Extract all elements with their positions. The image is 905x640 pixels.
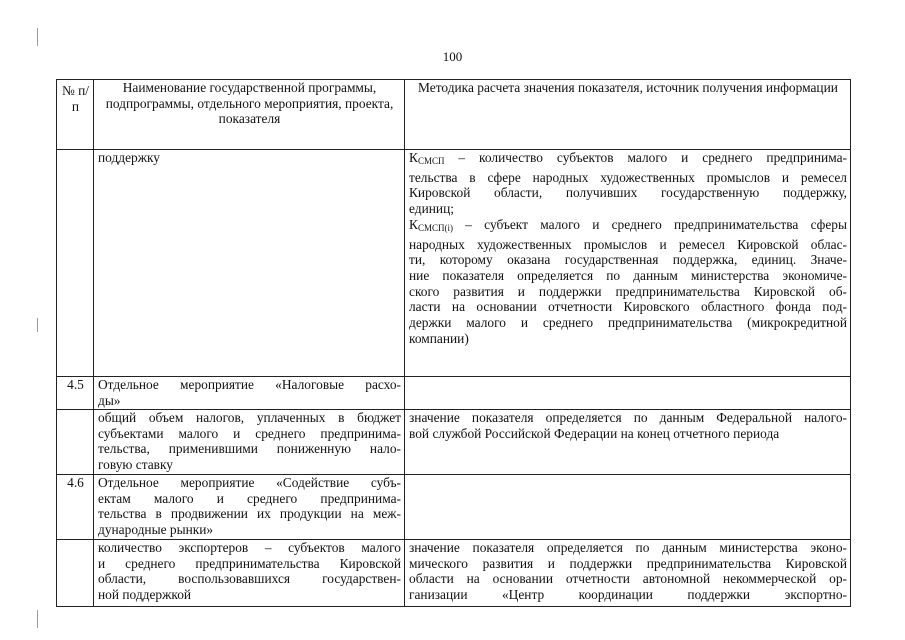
formula-subscript: СМСП(i)	[417, 222, 453, 233]
indicator-name-line: области, воспользовавшихся государствен-	[98, 571, 401, 587]
indicator-name-cell	[94, 150, 405, 377]
scan-artifact-middle	[37, 318, 38, 332]
table-row-continuation	[57, 150, 851, 377]
method-line: ганизации «Центр координации поддержки экспортно-	[409, 587, 847, 603]
method-line: держки малого и среднего предпринимательства (микрокредитной	[409, 315, 847, 331]
row-number-cell	[57, 410, 94, 475]
indicator-name-line: и среднего предпринимательства Кировской	[98, 555, 401, 571]
measure-title-line: тельства в продвижении их продукции на меж-	[98, 506, 401, 522]
indicator-name-line: общий объем налогов, уплаченных в бюджет	[98, 410, 401, 425]
formula-symbol-k: К	[409, 216, 418, 232]
measure-title-line: дународные рынки»	[98, 522, 214, 538]
method-line: значение показателя определяется по данным Федеральной налого-	[409, 410, 847, 425]
method-text: – количество субъектов малого и среднего предпринима-	[444, 150, 847, 165]
method-cell	[405, 540, 851, 607]
measure-title-line: ды»	[98, 392, 121, 408]
method-text: – субъект малого и среднего предпринимательства сферы	[452, 216, 847, 232]
method-cell-empty	[405, 475, 851, 540]
indicator-name-cell	[94, 540, 405, 607]
method-line: ского развития и поддержки предпринимательства Кировской об-	[409, 283, 847, 299]
method-line: Кировской области, получивших государственную поддержку,	[409, 185, 847, 201]
method-line: компании)	[409, 330, 469, 346]
table-row-4-5-indicator	[57, 410, 851, 475]
method-cell	[405, 150, 851, 377]
measure-title-line: Отдельное мероприятие «Содействие субъ-	[98, 475, 401, 490]
indicator-name-line: субъектами малого и среднего предпринима-	[98, 425, 401, 441]
table-row-4-6-indicator	[57, 540, 851, 607]
table-header-row	[57, 80, 851, 150]
table-row-4-6	[57, 475, 851, 540]
method-line: ти, которому оказана государственная поддержка, единиц. Значе-	[409, 252, 847, 268]
row-number: 4.6	[57, 475, 94, 540]
formula-subscript: СМСП	[417, 156, 445, 166]
measure-title-line: ектам малого и среднего предпринима-	[98, 490, 401, 506]
indicator-name-line: тельства, применившими пониженную нало-	[98, 441, 401, 457]
method-cell	[405, 410, 851, 475]
measure-title-cell	[94, 475, 405, 540]
row-number-cell	[57, 540, 94, 607]
method-line: ласти на основании отчетности Кировского областного фонда под-	[409, 299, 847, 315]
method-line	[409, 217, 847, 237]
row-number-cell	[57, 150, 94, 377]
header-method-cell: Методика расчета значения показателя, источник получения информации	[405, 80, 851, 150]
indicator-name: поддержку	[98, 150, 161, 165]
method-line: народных художественных промыслов и ремесел Кировской облас-	[409, 236, 847, 252]
method-line: единиц;	[409, 201, 454, 217]
method-line: вой службой Российской Федерации на конец отчетного периода	[409, 425, 780, 441]
row-number: 4.5	[57, 377, 94, 410]
indicator-table	[56, 79, 851, 607]
method-line: значение показателя определяется по данным министерства эконо-	[409, 540, 847, 555]
indicator-name-cell	[94, 410, 405, 475]
indicator-name-line: говую ставку	[98, 457, 174, 473]
measure-title-cell	[94, 377, 405, 410]
formula-symbol-k: К	[409, 150, 418, 165]
method-line: тельства в сфере народных художественных промыслов и ремесел	[409, 169, 847, 185]
measure-title-line: Отдельное мероприятие «Налоговые расхо-	[98, 377, 401, 392]
table-row-4-5	[57, 377, 851, 410]
method-line: области на основании отчетности автономной некоммерческой ор-	[409, 571, 847, 587]
method-line: ние показателя определяется по данным министерства экономиче-	[409, 267, 847, 283]
page-number: 100	[442, 49, 463, 64]
method-line	[409, 150, 847, 170]
method-cell-empty	[405, 377, 851, 410]
indicator-name-line: ной поддержкой	[98, 587, 192, 603]
indicator-name-line: количество экспортеров – субъектов малого	[98, 540, 401, 555]
method-line: мического развития и поддержки предпринимательства Кировской	[409, 555, 847, 571]
scan-artifact-top	[37, 28, 38, 46]
header-number-cell: № п/п	[57, 80, 94, 150]
scan-artifact-bottom	[37, 610, 38, 628]
header-name-cell: Наименование государственной программы, подпрограммы, отдельного мероприятия, проекта, показателя	[94, 80, 405, 150]
